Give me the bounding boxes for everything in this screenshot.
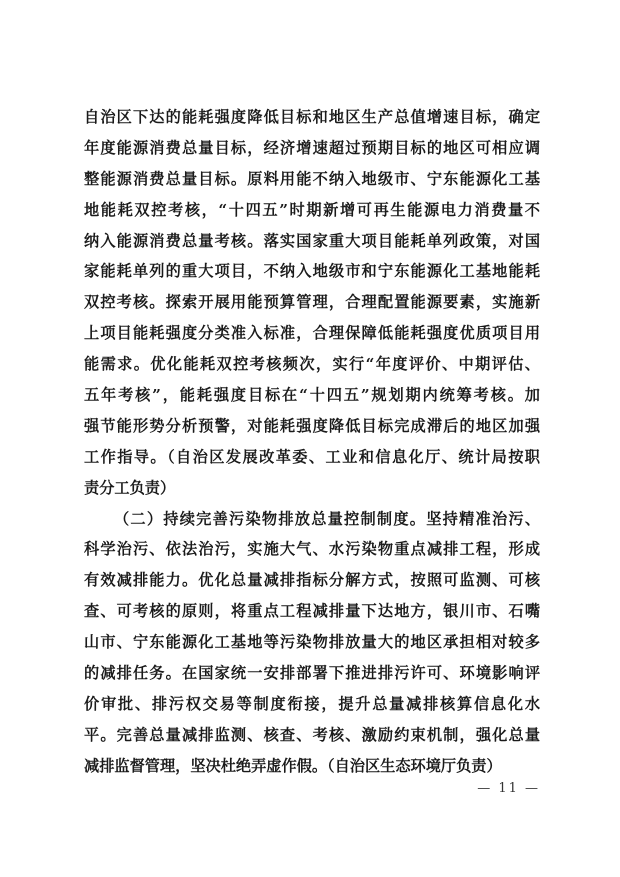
text-line-11: 强节能形势分析预警，对能耗强度降低目标完成滞后的地区加强 [84,416,540,435]
text-line-6: 家能耗单列的重大项目，不纳入地级市和宁东能源化工基地能耗 [84,262,540,281]
text-line-21: 平。完善总量减排监测、核查、考核、激励约束机制，强化总量 [84,725,540,744]
text-line-12: 工作指导。（自治区发展改革委、工业和信息化厅、统计局按职 [84,447,540,466]
text-line-18: 山市、宁东能源化工基地等污染物排放量大的地区承担相对较多 [84,633,540,652]
text-line-7: 双控考核。探索开展用能预算管理，合理配置能源要素，实施新 [84,293,540,312]
text-line-3: 整能源消费总量目标。原料用能不纳入地级市、宁东能源化工基 [84,169,540,188]
text-line-4: 地能耗双控考核，“十四五”时期新增可再生能源电力消费量不 [84,200,540,219]
text-line-5: 纳入能源消费总量考核。落实国家重大项目能耗单列政策，对国 [84,231,540,250]
text-line-19: 的减排任务。在国家统一安排部署下推进排污许可、环境影响评 [84,664,540,683]
page-number: — 11 — [477,781,540,796]
text-line-8: 上项目能耗强度分类准入标准，合理保障低能耗强度优质项目用 [84,324,540,343]
text-line-2: 年度能源消费总量目标，经济增速超过预期目标的地区可相应调 [84,138,540,157]
body-text [84,102,540,782]
text-line-15: 科学治污、依法治污，实施大气、水污染物重点减排工程，形成 [84,540,540,559]
text-line-1: 自治区下达的能耗强度降低目标和地区生产总值增速目标，确定 [84,108,540,126]
text-line-13: 责分工负责） [84,478,176,497]
section-heading-line: （二）持续完善污染物排放总量控制制度。坚持精准治污、 [114,509,540,528]
text-line-10: 五年考核”，能耗强度目标在“十四五”规划期内统筹考核。加 [84,386,540,405]
text-line-16: 有效减排能力。优化总量减排指标分解方式，按照可监测、可核 [84,571,540,590]
text-line-22: 减排监督管理，坚决杜绝弄虚作假。（自治区生态环境厅负责） [84,756,502,775]
text-line-9: 能需求。优化能耗双控考核频次，实行“年度评价、中期评估、 [84,355,540,374]
text-line-17: 查、可考核的原则，将重点工程减排量下达地方，银川市、石嘴 [84,602,540,621]
text-line-20: 价审批、排污权交易等制度衔接，提升总量减排核算信息化水 [84,694,540,713]
